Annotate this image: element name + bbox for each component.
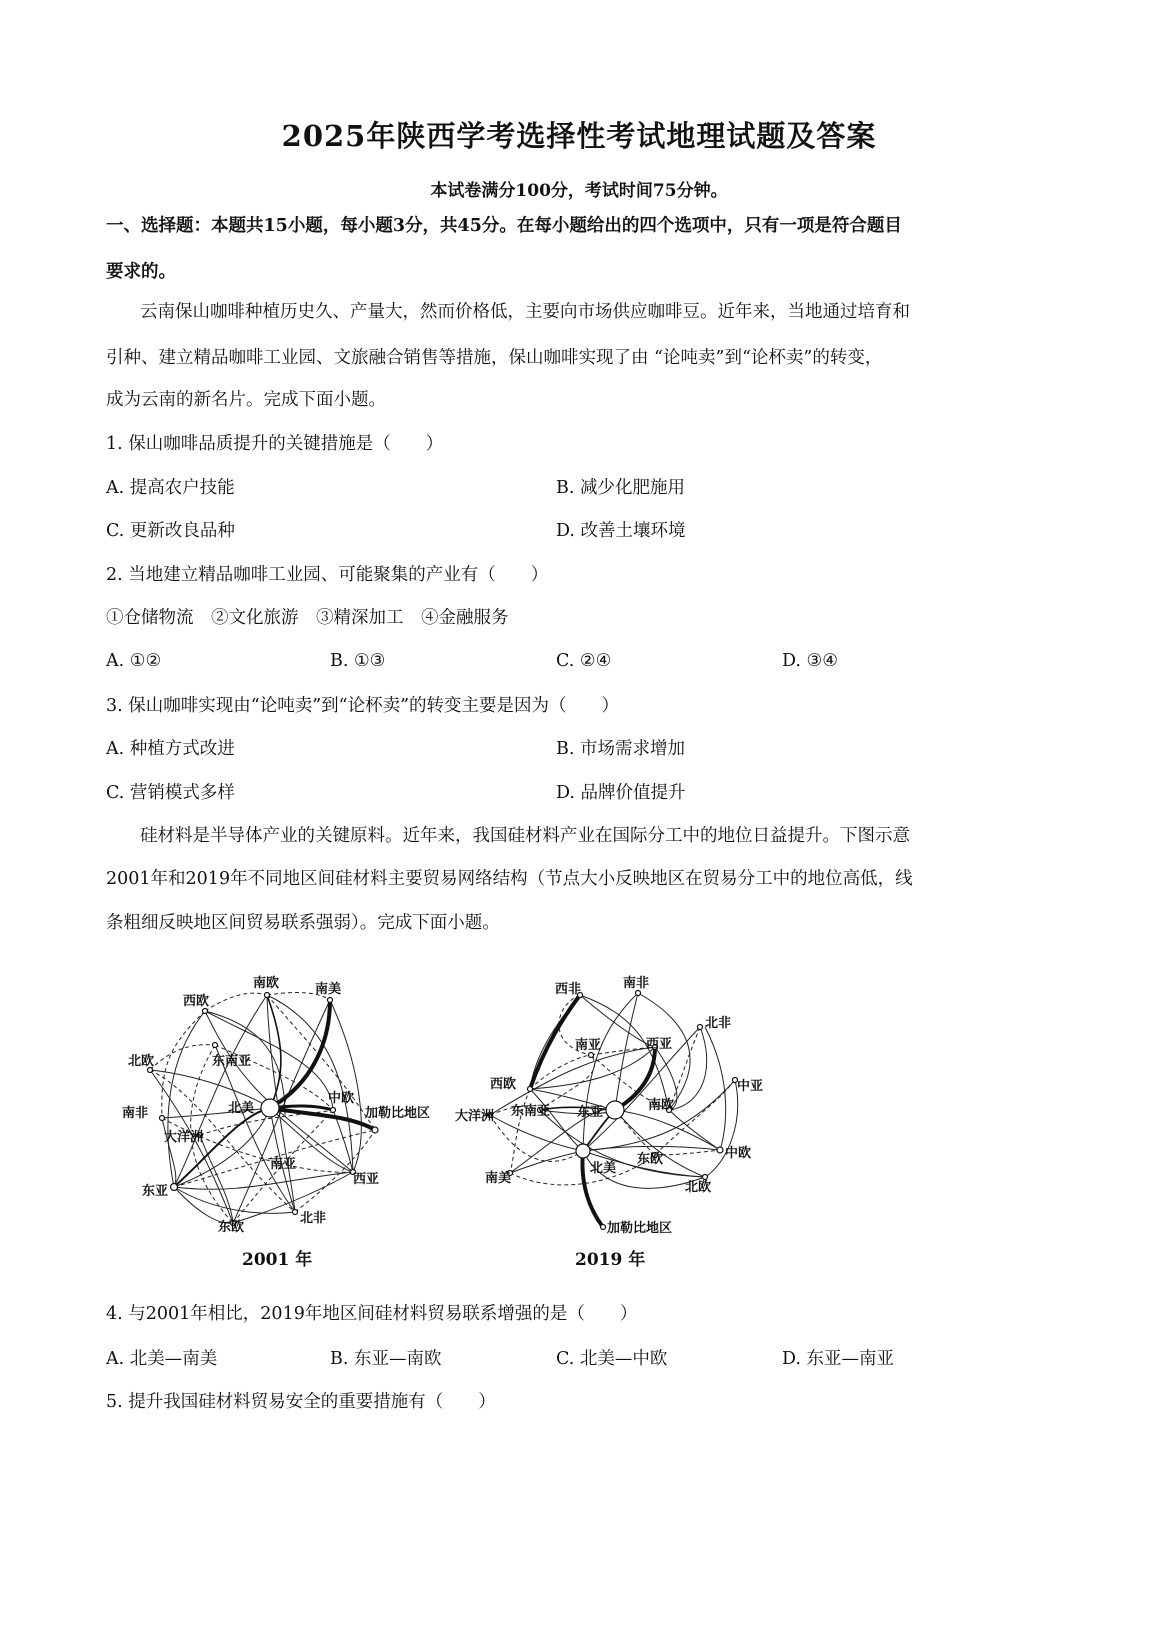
node-label-nan-ya: 南亚 [575,1038,602,1053]
node-label-dong-ou: 东欧 [218,1220,245,1235]
exam-info: 本试卷满分100分，考试时间75分钟。 [430,181,728,201]
q2-option-d: D. ③④ [782,651,838,671]
q1-option-c: C. 更新改良品种 [106,521,235,541]
passage2-line1: 硅材料是半导体产业的关键原料。近年来，我国硅材料产业在国际分工中的地位日益提升。下图示意 [140,826,910,846]
node-label-nan-ou: 南欧 [648,1098,675,1113]
q3-option-c: C. 营销模式多样 [106,783,235,803]
node-label-nan-ou: 南欧 [253,976,280,991]
node-label-dong-ya: 东亚 [577,1105,604,1120]
node-label-dong-nan-ya: 东南亚 [511,1104,551,1119]
q1-option-a: A. 提高农户技能 [106,478,235,498]
node-label-da-yang-zhou: 大洋洲 [164,1130,204,1145]
node-label-dong-ou: 东欧 [637,1152,664,1167]
node-label-bei-mei: 北美 [590,1161,617,1176]
page-title: 2025年陕西学考选择性考试地理试题及答案 [281,119,877,153]
node-label-bei-ou: 北欧 [685,1180,712,1195]
node-label-dong-nan-ya: 东南亚 [212,1054,252,1069]
node-label-bei-mei: 北美 [228,1101,255,1116]
node-label-zhong-ou: 中欧 [328,1091,355,1106]
q2-items: ①仓储物流 ②文化旅游 ③精深加工 ④金融服务 [106,608,509,628]
q2-option-c: C. ②④ [556,651,612,671]
section-heading-cont: 要求的。 [106,262,176,282]
node-label-nan-mei: 南美 [485,1171,512,1186]
q3-option-d: D. 品牌价值提升 [556,783,686,803]
node-label-xi-ya: 西亚 [646,1037,673,1052]
node-label-bei-ou: 北欧 [128,1054,155,1069]
node-label-xi-ou: 西欧 [183,994,210,1009]
node-label-jialebi: 加勒比地区 [607,1221,673,1236]
trade-network-2019 [455,965,795,1275]
node-label-xi-ou: 西欧 [490,1077,517,1092]
q4-option-c: C. 北美—中欧 [556,1349,668,1369]
figure-caption-2019: 2019 年 [575,1250,646,1270]
q3-option-b: B. 市场需求增加 [556,739,685,759]
q4-option-d: D. 东亚—南亚 [782,1349,895,1369]
question-2-stem: 2. 当地建立精品咖啡工业园、可能聚集的产业有（ ） [106,565,549,585]
passage2-line2: 2001年和2019年不同地区间硅材料主要贸易网络结构（节点大小反映地区在贸易分工中的地位高低，线 [106,869,913,889]
node-label-zhong-ou: 中欧 [725,1146,752,1161]
trade-network-2001 [110,965,470,1275]
node-label-dong-ya: 东亚 [142,1184,169,1199]
node-label-nan-fei: 南非 [122,1106,149,1121]
node-label-xi-ya: 西亚 [353,1172,380,1187]
node-label-zhong-ya: 中亚 [737,1079,764,1094]
figure-caption-2001: 2001 年 [242,1250,313,1270]
node-label-jialebi: 加勒比地区 [365,1106,431,1121]
node-label-bei-fei: 北非 [300,1211,327,1226]
passage1-line2: 引种、建立精品咖啡工业园、文旅融合销售等措施，保山咖啡实现了由 “论吨卖”到“论杯卖”的转变， [106,348,883,368]
passage2-line3: 条粗细反映地区间贸易联系强弱）。完成下面小题。 [106,913,500,933]
q1-option-b: B. 减少化肥施用 [556,478,685,498]
q4-option-b: B. 东亚—南欧 [330,1349,442,1369]
node-label-nan-mei: 南美 [315,982,342,997]
node-label-xi-fei: 西非 [555,982,582,997]
node-label-nan-ya: 南亚 [270,1157,297,1172]
question-5-stem: 5. 提升我国硅材料贸易安全的重要措施有（ ） [106,1392,496,1412]
passage1-line1: 云南保山咖啡种植历史久、产量大，然而价格低，主要向市场供应咖啡豆。近年来，当地通过培育和 [140,302,910,322]
section-heading: 一、选择题：本题共15小题，每小题3分，共45分。在每小题给出的四个选项中，只有一项是符合题目 [106,216,902,236]
question-1-stem: 1. 保山咖啡品质提升的关键措施是（ ） [106,434,444,454]
q4-option-a: A. 北美—南美 [106,1349,218,1369]
question-4-stem: 4. 与2001年相比，2019年地区间硅材料贸易联系增强的是（ ） [106,1304,638,1324]
q3-option-a: A. 种植方式改进 [106,739,235,759]
question-3-stem: 3. 保山咖啡实现由“论吨卖”到“论杯卖”的转变主要是因为（ ） [106,696,620,716]
node-label-nan-fei: 南非 [623,976,650,991]
node-label-bei-fei: 北非 [705,1016,732,1031]
passage1-line3: 成为云南的新名片。完成下面小题。 [106,390,386,410]
q2-option-a: A. ①② [106,651,162,671]
q2-option-b: B. ①③ [330,651,386,671]
node-label-da-yang-zhou: 大洋洲 [455,1109,495,1124]
q1-option-d: D. 改善土壤环境 [556,521,686,541]
